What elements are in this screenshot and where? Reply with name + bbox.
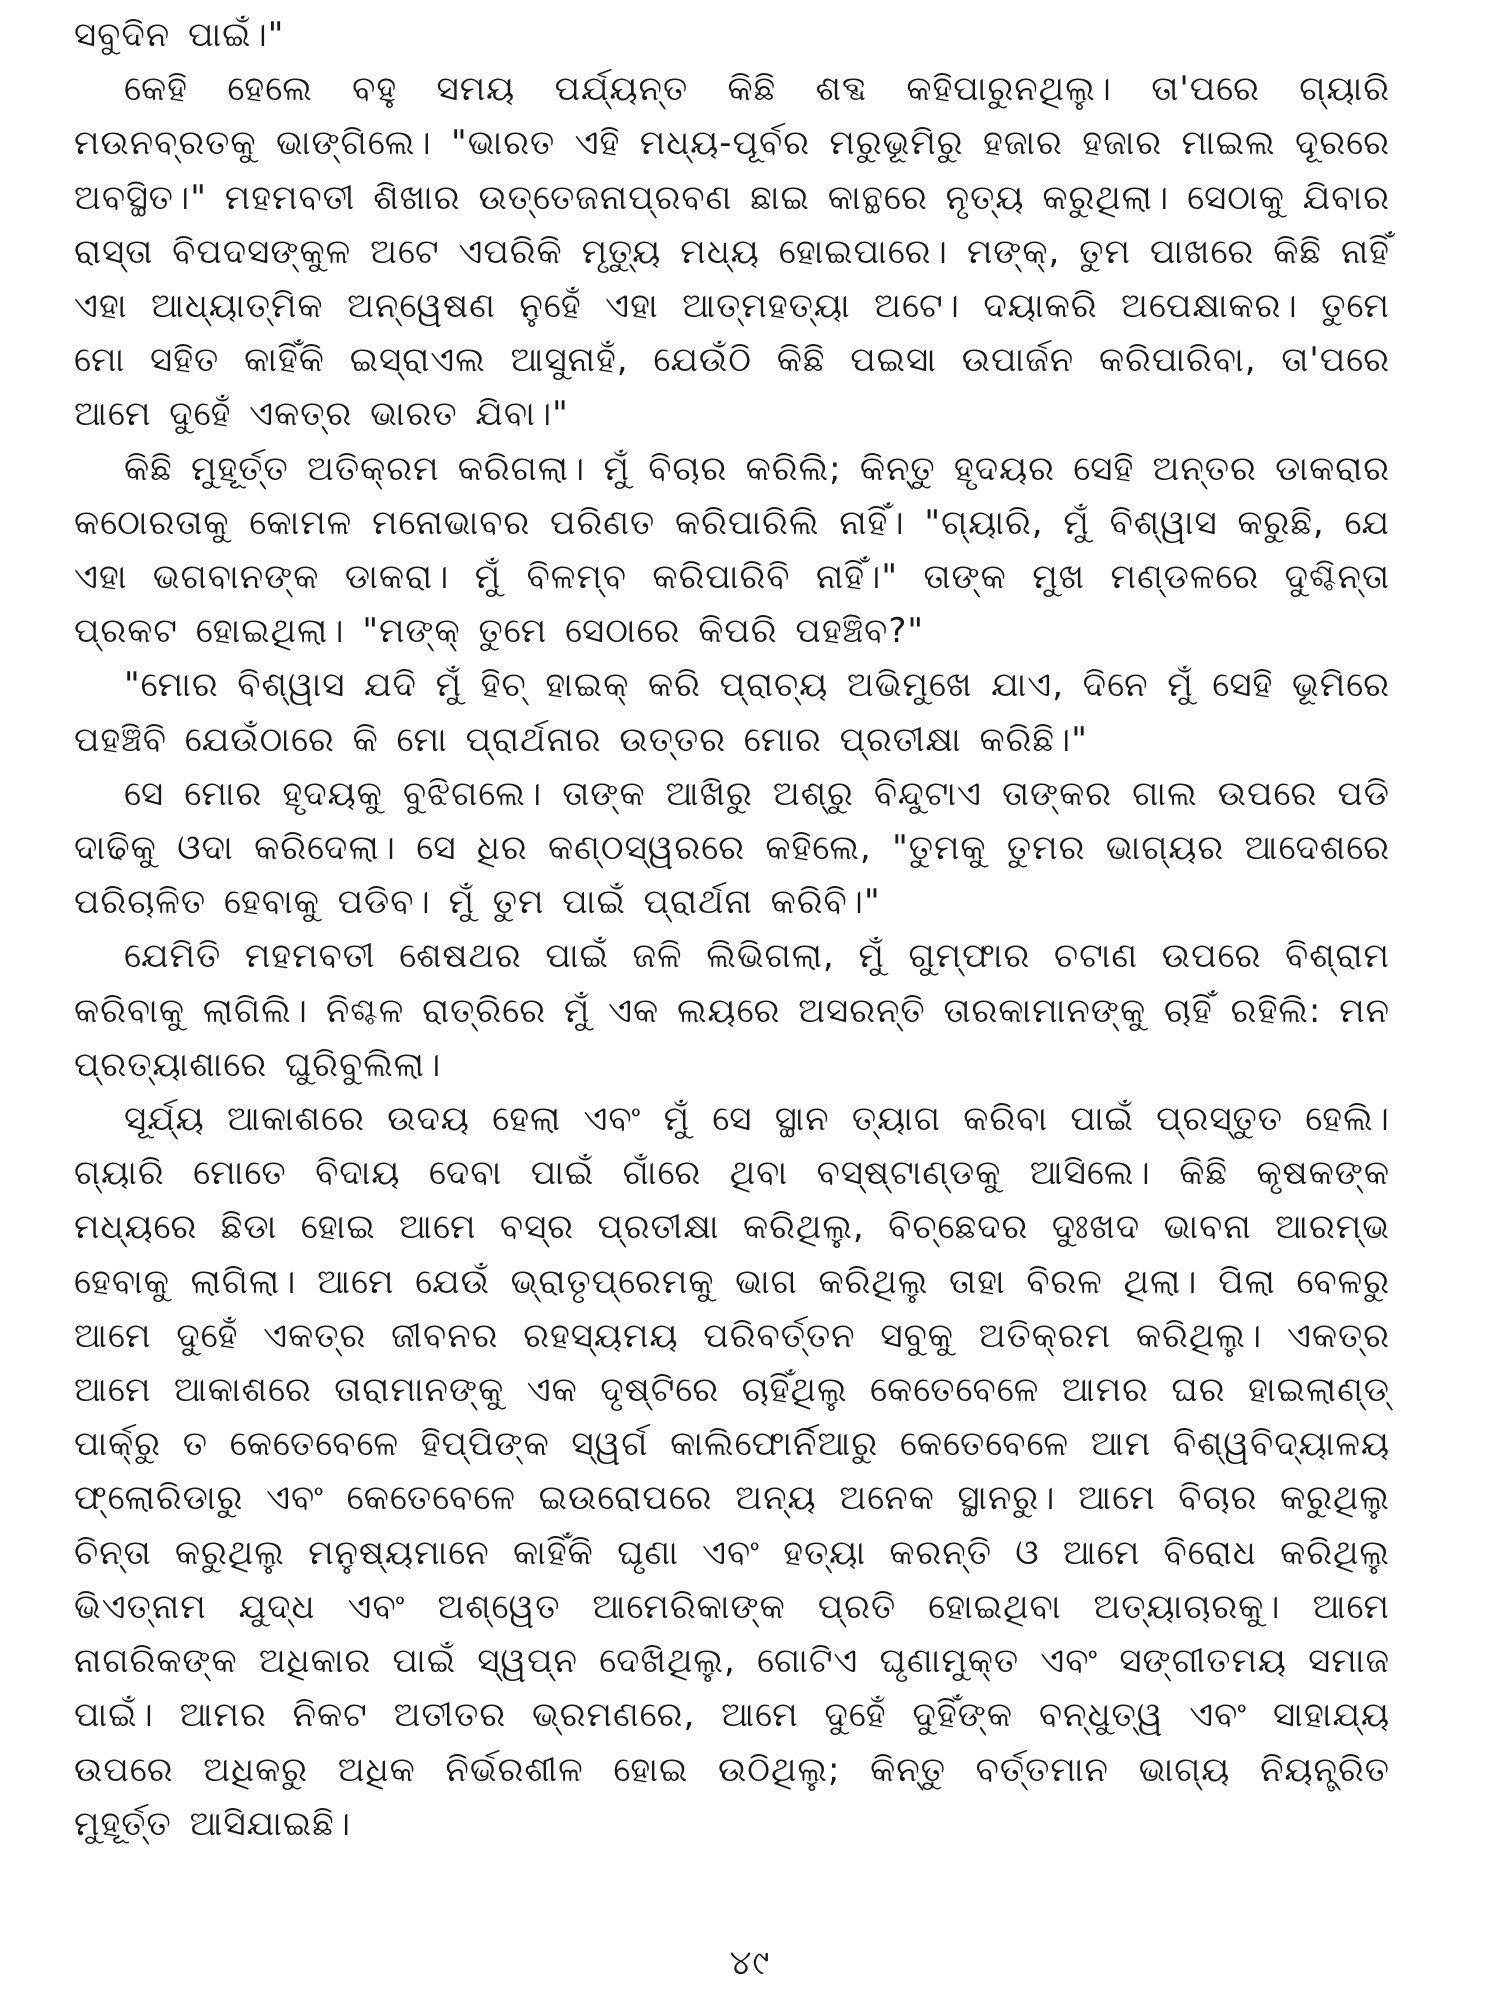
page-number: ୪୯ [729,1943,771,1983]
body-text [74,8,1390,1851]
paragraph-hitchhike: "ମୋର ବିଶ୍ୱାସ ଯଦି ମୁଁ ହିଚ୍ ହାଇକ୍ କରି ପ୍ରାଚ୍ୟ ଅଭିମୁଖେ ଯାଏ, ଦିନେ ମୁଁ ସେହି ଭୂମିରେ ପହଞ୍ଚିବି ଯେଉଁଠାରେ କି ମୋ ପ୍ରାର୍ଥନାର ଉତ୍ତର ମୋର ପ୍ରତୀକ୍ଷା କରିଛି।" [74,665,1390,760]
paragraph-sunrise: ସୂର୍ଯ୍ୟ ଆକାଶରେ ଉଦୟ ହେଲା ଏବଂ ମୁଁ ସେ ସ୍ଥାନ ତ୍ୟାଗ କରିବା ପାଇଁ ପ୍ରସ୍ତୁତ ହେଲି। ଗ୍ୟାରି ମୋତେ ବିଦାୟ ଦେବା ପାଇଁ ଗାଁରେ ଥିବା ବସ୍‌ଷ୍ଟାଣ୍ଡକୁ ଆସିଲେ। କିଛି କୃଷକଙ୍କ ମଧ୍ୟରେ ଛିଡା ହୋଇ ଆମେ ବସ୍‌ର ପ୍ରତୀକ୍ଷା କରିଥିଲୁ, ବିଚ୍ଛେଦର ଦୁଃଖଦ ଭାବନା ଆରମ୍ଭ ହେବାକୁ ଲାଗିଲା। ଆମେ ଯେଉଁ ଭ୍ରାତୃପ୍ରେମକୁ ଭାଗ କରିଥିଲୁ ତାହା ବିରଳ ଥିଲା। ପିଲା ବେଳରୁ ଆମେ ଦୁହେଁ ଏକତ୍ର ଜୀବନର ରହସ୍ୟମୟ ପରିବର୍ତ୍ତନ ସବୁକୁ ଅତିକ୍ରମ କରିଥିଲୁ। ଏକତ୍ର ଆମେ ଆକାଶରେ ତାରାମାନଙ୍କୁ ଏକ ଦୃଷ୍ଟିରେ ଚାହିଁଥିଲୁ କେତେବେଳେ ଆମର ଘର ହାଇଲାଣ୍ଡ୍ ପାର୍କ୍‌ରୁ ତ କେତେବେଳେ ହିପ୍ପିଙ୍କ ସ୍ୱର୍ଗ କାଲିଫୋର୍ନିଆରୁ କେତେବେଳେ ଆମ ବିଶ୍ୱବିଦ୍ୟାଳୟ ଫ୍ଲୋରିଡାରୁ ଏବଂ କେତେବେଳେ ଇଉରୋପରେ ଅନ୍ୟ ଅନେକ ସ୍ଥାନରୁ। ଆମେ ବିଚାର କରୁଥିଲୁ ଚିନ୍ତା କରୁଥିଲୁ ମନୁଷ୍ୟମାନେ କାହିଁକି ଘୃଣା ଏବଂ ହତ୍ୟା କରନ୍ତି ଓ ଆମେ ବିରୋଧ କରିଥିଲୁ ଭିଏତ୍‌ନାମ ଯୁଦ୍ଧ ଏବଂ ଅଶ୍ୱେତ ଆମେରିକାଙ୍କ ପ୍ରତି ହୋଇଥିବା ଅତ୍ୟାଚାରକୁ। ଆମେ ନାଗରିକଙ୍କ ଅଧିକାର ପାଇଁ ସ୍ୱପ୍ନ ଦେଖିଥିଲୁ, ଗୋଟିଏ ଘୃଣାମୁକ୍ତ ଏବଂ ସଙ୍ଗୀତମୟ ସମାଜ ପାଇଁ। ଆମର ନିକଟ ଅତୀତର ଭ୍ରମଣରେ, ଆମେ ଦୁହେଁ ଦୁହିଁଙ୍କ ବନ୍ଧୁତ୍ୱ ଏବଂ ସାହାଯ୍ୟ ଉପରେ ଅଧିକରୁ ଅଧିକ ନିର୍ଭରଶୀଳ ହୋଇ ଉଠିଥିଲୁ; କିନ୍ତୁ ବର୍ତ୍ତମାନ ଭାଗ୍ୟ ନିୟନ୍ତ୍ରିତ ମୁହୂର୍ତ୍ତ ଆସିଯାଇଛି। [74,1099,1390,1844]
paragraph-gary-silence: କେହି ହେଲେ ବହୁ ସମୟ ପର୍ଯ୍ୟନ୍ତ କିଛି ଶବ୍ଦ କହିପାରୁନଥିଲୁ। ତା'ପରେ ଗ୍ୟାରି ମଉନବ୍ରତକୁ ଭାଙ୍ଗିଲେ। "ଭାରତ ଏହି ମଧ୍ୟ-ପୂର୍ବର ମରୁଭୂମିରୁ ହଜାର ହଜାର ମାଇଲ ଦୂରରେ ଅବସ୍ଥିତ।" ମହମବତୀ ଶିଖାର ଉତ୍ତେଜନାପ୍ରବଣ ଛାଇ କାନ୍ଥରେ ନୃତ୍ୟ କରୁଥିଲା। ସେଠାକୁ ଯିବାର ରାସ୍ତା ବିପଦସଙ୍କୁଳ ଅଟେ ଏପରିକି ମୃତ୍ୟୁ ମଧ୍ୟ ହୋଇପାରେ। ମଙ୍କ୍, ତୁମ ପାଖରେ କିଛି ନାହିଁ ଏହା ଆଧ୍ୟାତ୍ମିକ ଅନ୍ୱେଷଣ ନୁହେଁ ଏହା ଆତ୍ମହତ୍ୟା ଅଟେ। ଦୟାକରି ଅପେକ୍ଷାକର। ତୁମେ ମୋ ସହିତ କାହିଁକି ଇସ୍ରାଏଲ ଆସୁନାହଁ, ଯେଉଁଠି କିଛି ପଇସା ଉପାର୍ଜନ କରିପାରିବା, ତା'ପରେ ଆମେ ଦୁହେଁ ଏକତ୍ର ଭାରତ ଯିବା।" [74,69,1390,435]
paragraph-continuation: ସବୁଦିନ ପାଇଁ।" [74,15,285,55]
paragraph-understood: ସେ ମୋର ହୃଦୟକୁ ବୁଝିଗଲେ। ତାଙ୍କ ଆଖିରୁ ଅଶ୍ରୁ ବିନ୍ଦୁଟାଏ ତାଙ୍କର ଗାଲ ଉପରେ ପଡି ଦାଢିକୁ ଓଦା କରିଦେଲା। ସେ ଧିର କଣ୍ଠସ୍ୱରରେ କହିଲେ, "ତୁମକୁ ତୁମର ଭାଗ୍ୟର ଆଦେଶରେ ପରିଚାଳିତ ହେବାକୁ ପଡିବ। ମୁଁ ତୁମ ପାଇଁ ପ୍ରାର୍ଥନା କରିବି।" [74,773,1390,923]
paragraph-candle: ଯେମିତି ମହମବତୀ ଶେଷଥର ପାଇଁ ଜଳି ଲିଭିଗଲା, ମୁଁ ଗୁମ୍ଫାର ଚଟାଣ ଉପରେ ବିଶ୍ରାମ କରିବାକୁ ଲାଗିଲି। ନିଶ୍ଚଳ ରାତ୍ରିରେ ମୁଁ ଏକ ଲୟରେ ଅସରନ୍ତି ତାରକାମାନଙ୍କୁ ଚାହିଁ ରହିଲି: ମନ ପ୍ରତ୍ୟାଶାରେ ଘୁରିବୁଲିଲା। [74,936,1390,1085]
paragraph-moments-passed: କିଛି ମୁହୂର୍ତ୍ତ ଅତିକ୍ରମ କରିଗଲା। ମୁଁ ବିଚାର କରିଲି; କିନ୍ତୁ ହୃଦୟର ସେହି ଅନ୍ତର ଡାକରାର କଠୋରତାକୁ କୋମଳ ମନୋଭାବର ପରିଣତ କରିପାରିଲି ନାହିଁ। "ଗ୍ୟାରି, ମୁଁ ବିଶ୍ୱାସ କରୁଛି, ଯେ ଏହା ଭଗବାନଙ୍କ ଡାକରା। ମୁଁ ବିଳମ୍ବ କରିପାରିବି ନାହିଁ।" ତାଙ୍କ ମୁଖ ମଣ୍ଡଳରେ ଦୁଶ୍ଚିନ୍ତା ପ୍ରକଟ ହୋଇଥିଲା। "ମଙ୍କ୍ ତୁମେ ସେଠାରେ କିପରି ପହଞ୍ଚିବ?" [74,448,1390,652]
